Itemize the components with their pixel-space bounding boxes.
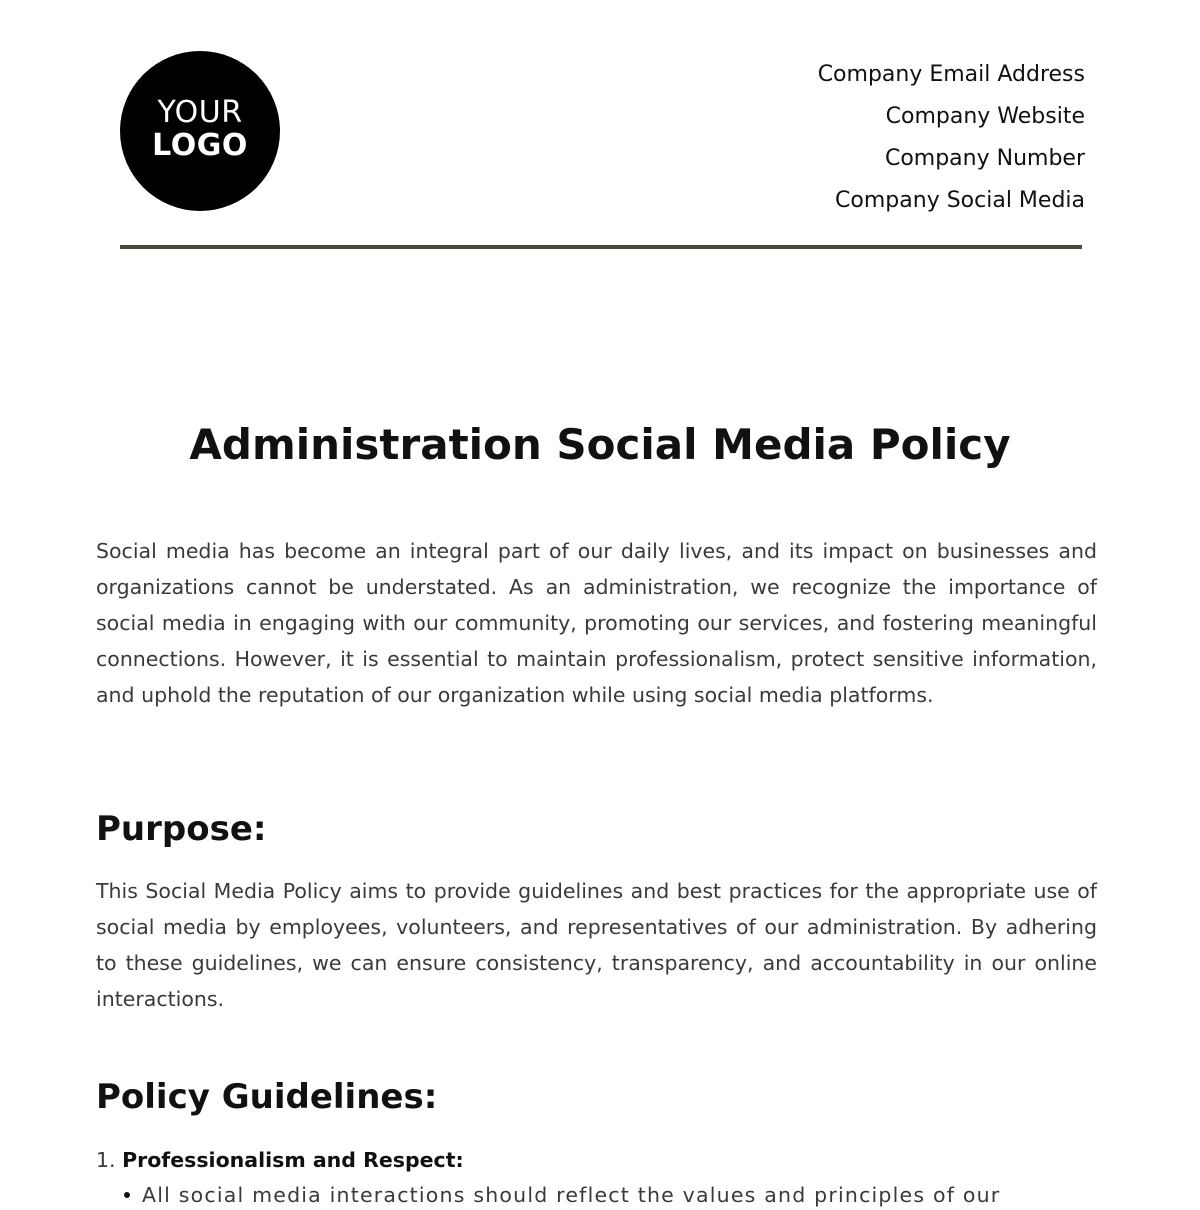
intro-paragraph: Social media has become an integral part of our daily lives, and its impact on businesses and organizations cannot be understated. As an administration, we recognize the importance of social media in engaging with our community, promoting our services, and fostering meaningful connections. However, it is essential to maintain professionalism, protect sensitive information, and uphold the reputation of our organization while using social media platforms. (96, 539, 1097, 707)
document-title: Administration Social Media Policy (189, 420, 1011, 469)
section-heading-purpose: Purpose: (96, 809, 267, 849)
bullet-dot-icon (124, 1192, 130, 1198)
company-logo (120, 51, 280, 211)
company-email: Company Email Address (817, 62, 1085, 87)
section-heading-policy-guidelines: Policy Guidelines: (96, 1077, 438, 1117)
guideline-bullet (124, 1180, 1000, 1210)
purpose-paragraph: This Social Media Policy aims to provide guidelines and best practices for the appropriate use of social media by employees, volunteers, and representatives of our administration. By adhering to these guidelines, we can ensure consistency, transparency, and accountability in our online interactions. (96, 879, 1097, 1011)
company-social-media: Company Social Media (835, 188, 1085, 213)
logo-text-your: YOUR (157, 95, 243, 130)
guideline-bullet-text: All social media interactions should reflect the values and principles of our (142, 1183, 1001, 1207)
logo-text-logo: LOGO (152, 128, 248, 163)
guideline-item (96, 1145, 464, 1175)
guideline-label: Professionalism and Respect: (122, 1148, 464, 1172)
company-contact-block (818, 54, 1085, 222)
header-divider (120, 245, 1082, 249)
company-number: Company Number (884, 146, 1085, 171)
guideline-number: 1. (96, 1148, 116, 1172)
company-website: Company Website (885, 104, 1085, 129)
